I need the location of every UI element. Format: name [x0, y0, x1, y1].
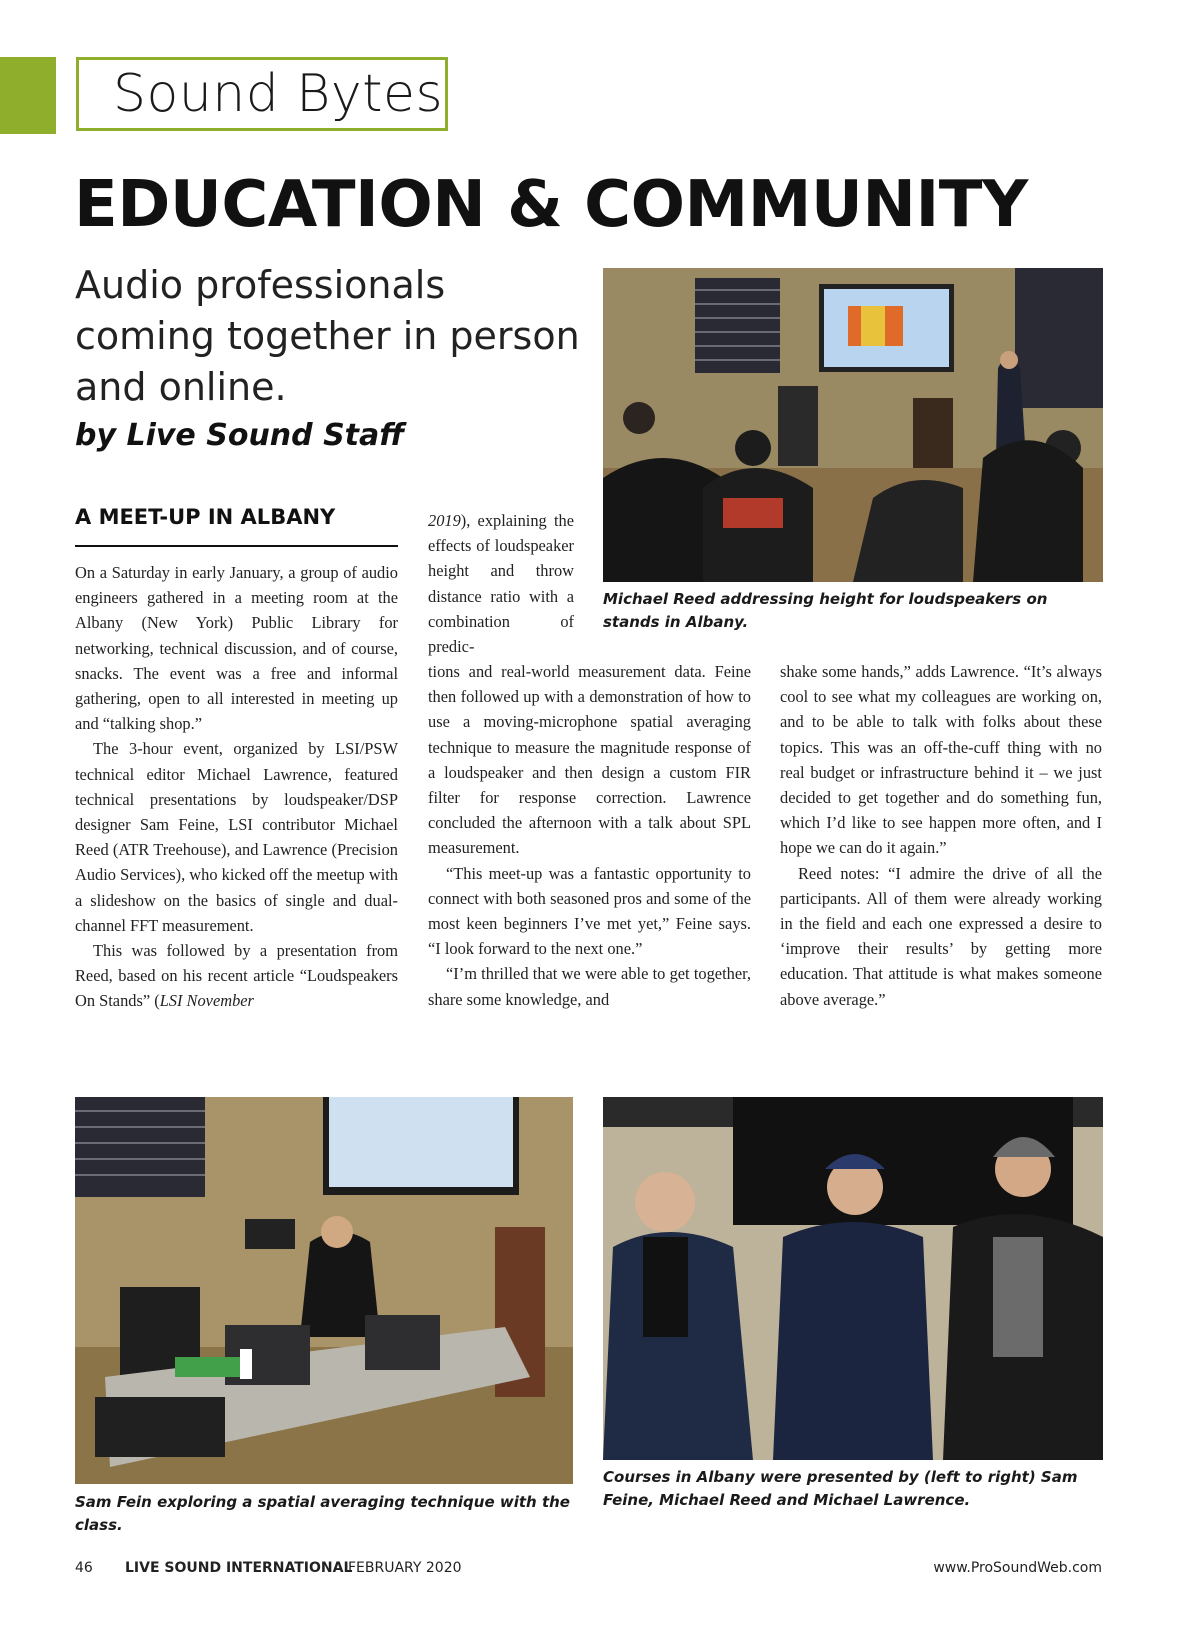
paragraph — [428, 508, 574, 659]
headline: EDUCATION & COMMUNITY — [74, 168, 1028, 242]
body-column-2 — [428, 659, 751, 1012]
paragraph-text: ), explaining the effects of loudspeaker height and throw distance ratio with a combination of predic- — [428, 511, 574, 657]
paragraph: On a Saturday in early January, a group of audio engineers gathered in a meeting room at the Albany (New York) Public Library for networking, technical discussion, and of course, snacks. The event was a free and informal gathering, open to all interested in meeting up and “talking shop.” — [75, 563, 398, 734]
body-column-1 — [75, 560, 398, 1014]
paragraph-italic: 2019 — [428, 511, 461, 530]
subhead: A MEET-UP IN ALBANY — [75, 505, 336, 529]
body-column-3 — [780, 659, 1102, 1012]
caption-laptop-demo: Sam Fein exploring a spatial averaging technique with the class. — [75, 1493, 570, 1534]
deck: Audio professionals coming together in person and online. — [75, 263, 580, 409]
subhead-rule — [75, 545, 398, 547]
photo-presenters — [603, 1097, 1103, 1460]
photo-presentation-image — [603, 268, 1103, 582]
paragraph-italic: LSI November — [159, 991, 254, 1011]
paragraph-text: This was followed by a presentation from Reed, based on his recent article “Loudspeakers On Stands” ( — [75, 941, 398, 1011]
body-column-2-top — [428, 508, 574, 659]
byline: by Live Sound Staff — [75, 418, 405, 453]
website-url: www.ProSoundWeb.com — [933, 1560, 1102, 1576]
paragraph: “This meet-up was a fantastic opportunity to connect with both seasoned pros and some of the most keen beginners I’ve met yet,” Feine says. “I look forward to the next one.” — [428, 863, 751, 959]
section-accent-bar — [0, 57, 56, 134]
section-label: Sound Bytes — [113, 64, 444, 124]
photo-laptop-demo-image — [75, 1097, 573, 1484]
paragraph: Reed notes: “I admire the drive of all the participants. All of them were already working in the field and each one expressed a desire to ‘improve their results’ by getting more education. That attitude is what makes someone above average.” — [780, 863, 1102, 1009]
paragraph: The 3-hour event, organized by LSI/PSW technical editor Michael Lawrence, featured technical presentations by loudspeaker/DSP designer Sam Feine, LSI contributor Michael Reed (ATR Treehouse), and Lawrence (Precision Audio Services), who kicked off the meetup with a slideshow on the basics of single and dual-channel FFT measurement. — [75, 739, 398, 935]
photo-laptop-demo — [75, 1097, 573, 1484]
section-label-box — [76, 57, 448, 131]
magazine-name: LIVE SOUND INTERNATIONAL — [125, 1560, 353, 1576]
page-footer — [75, 1560, 1102, 1582]
paragraph: tions and real-world measurement data. Feine then followed up with a demonstration of how to use a moving-microphone spatial averaging technique to measure the magnitude response of a loudspeaker and then design a custom FIR filter for response correction. Lawrence concluded the afternoon with a talk about SPL measurement. — [428, 662, 751, 858]
paragraph: “I’m thrilled that we were able to get together, share some knowledge, and — [428, 964, 751, 1009]
paragraph — [75, 938, 398, 1014]
issue-date: FEBRUARY 2020 — [348, 1560, 462, 1576]
caption-presentation: Michael Reed addressing height for loudspeakers on stands in Albany. — [603, 590, 1048, 631]
paragraph: shake some hands,” adds Lawrence. “It’s always cool to see what my colleagues are working on, and to be able to talk with folks about these topics. This was an off-the-cuff thing with no real budget or infrastructure behind it – we just decided to get together and do something fun, which I’d like to see happen more often, and I hope we can do it again.” — [780, 662, 1102, 858]
page-number: 46 — [75, 1560, 93, 1576]
caption-presenters: Courses in Albany were presented by (left to right) Sam Feine, Michael Reed and Michael Lawrence. — [603, 1468, 1078, 1509]
photo-presenters-image — [603, 1097, 1103, 1460]
photo-presentation — [603, 268, 1103, 582]
